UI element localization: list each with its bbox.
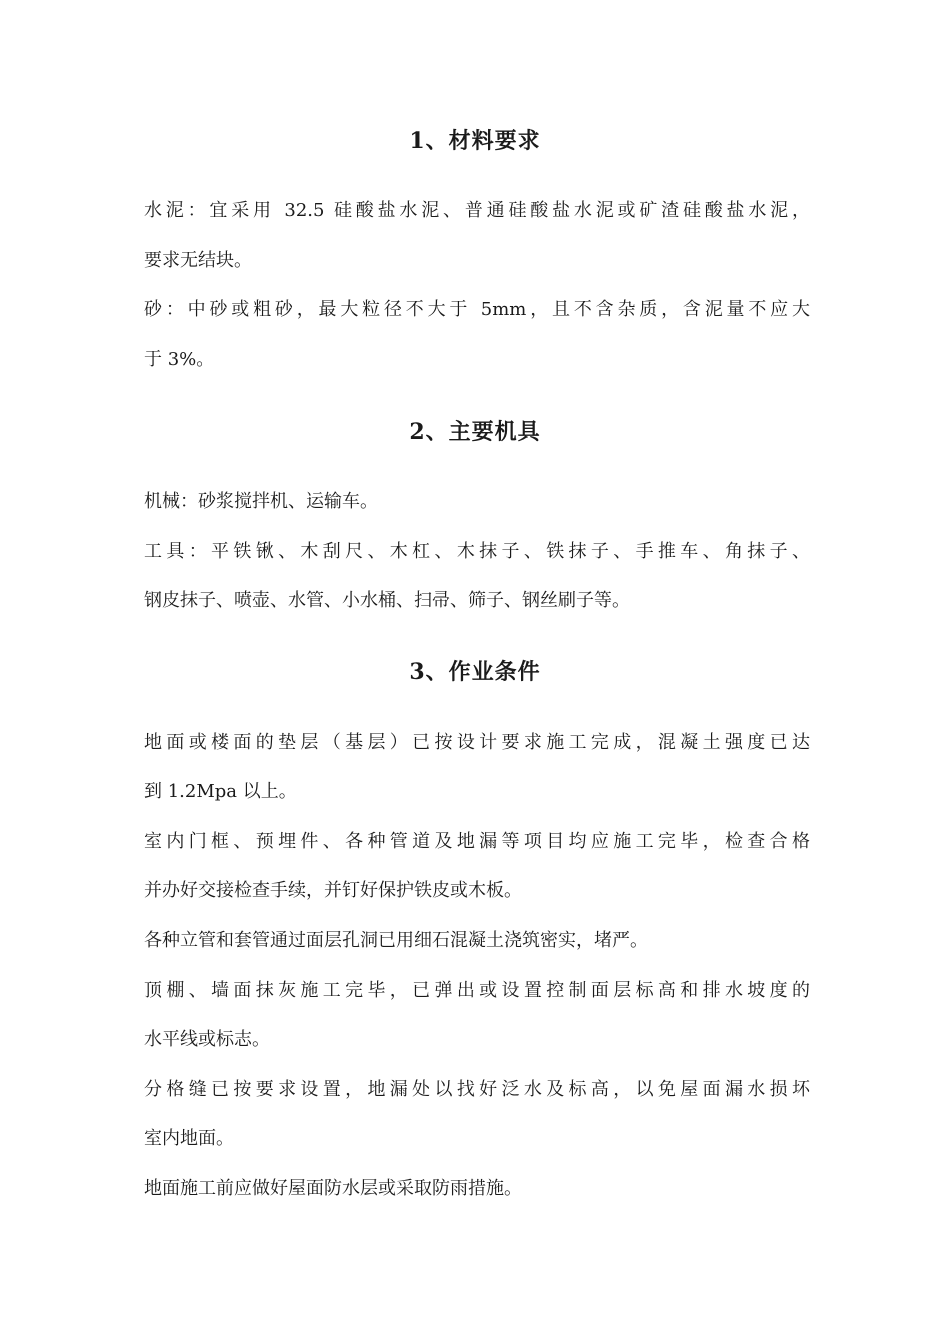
paragraph-line: 地面施工前应做好屋面防水层或采取防雨措施。	[144, 1178, 522, 1199]
paragraph-line: 室内地面。	[144, 1128, 234, 1149]
paragraph-line: 并办好交接检查手续，并钉好保护铁皮或木板。	[144, 880, 522, 901]
paragraph-line: 地面或楼面的垫层（基层）已按设计要求施工完成，混凝土强度已达	[144, 732, 810, 753]
section-heading-equipment: 2、主要机具	[409, 419, 541, 445]
paragraph-line: 砂：中砂或粗砂，最大粒径不大于 5mm，且不含杂质，含泥量不应大	[144, 299, 810, 320]
paragraph-line: 钢皮抹子、喷壶、水管、小水桶、扫帚、筛子、钢丝刷子等。	[144, 590, 630, 611]
paragraph-line: 顶棚、墙面抹灰施工完毕，已弹出或设置控制面层标高和排水坡度的	[144, 980, 810, 1001]
paragraph-line: 分格缝已按要求设置，地漏处以找好泛水及标高，以免屋面漏水损坏	[144, 1079, 810, 1100]
paragraph-line: 室内门框、预埋件、各种管道及地漏等项目均应施工完毕，检查合格	[144, 831, 810, 852]
section-heading-conditions: 3、作业条件	[409, 659, 541, 685]
paragraph-line: 各种立管和套管通过面层孔洞已用细石混凝土浇筑密实，堵严。	[144, 930, 648, 951]
paragraph-line: 水泥：宜采用 32.5 硅酸盐水泥、普通硅酸盐水泥或矿渣硅酸盐水泥，	[144, 200, 810, 221]
paragraph-line: 工具：平铁锹、木刮尺、木杠、木抹子、铁抹子、手推车、角抹子、	[144, 541, 810, 562]
section-heading-materials: 1、材料要求	[409, 128, 541, 154]
paragraph-line: 于 3%。	[144, 349, 215, 370]
paragraph-line: 要求无结块。	[144, 250, 252, 271]
paragraph-line: 到 1.2Mpa 以上。	[144, 781, 297, 802]
paragraph-line: 水平线或标志。	[144, 1029, 270, 1050]
paragraph-line: 机械：砂浆搅拌机、运输车。	[144, 491, 378, 512]
